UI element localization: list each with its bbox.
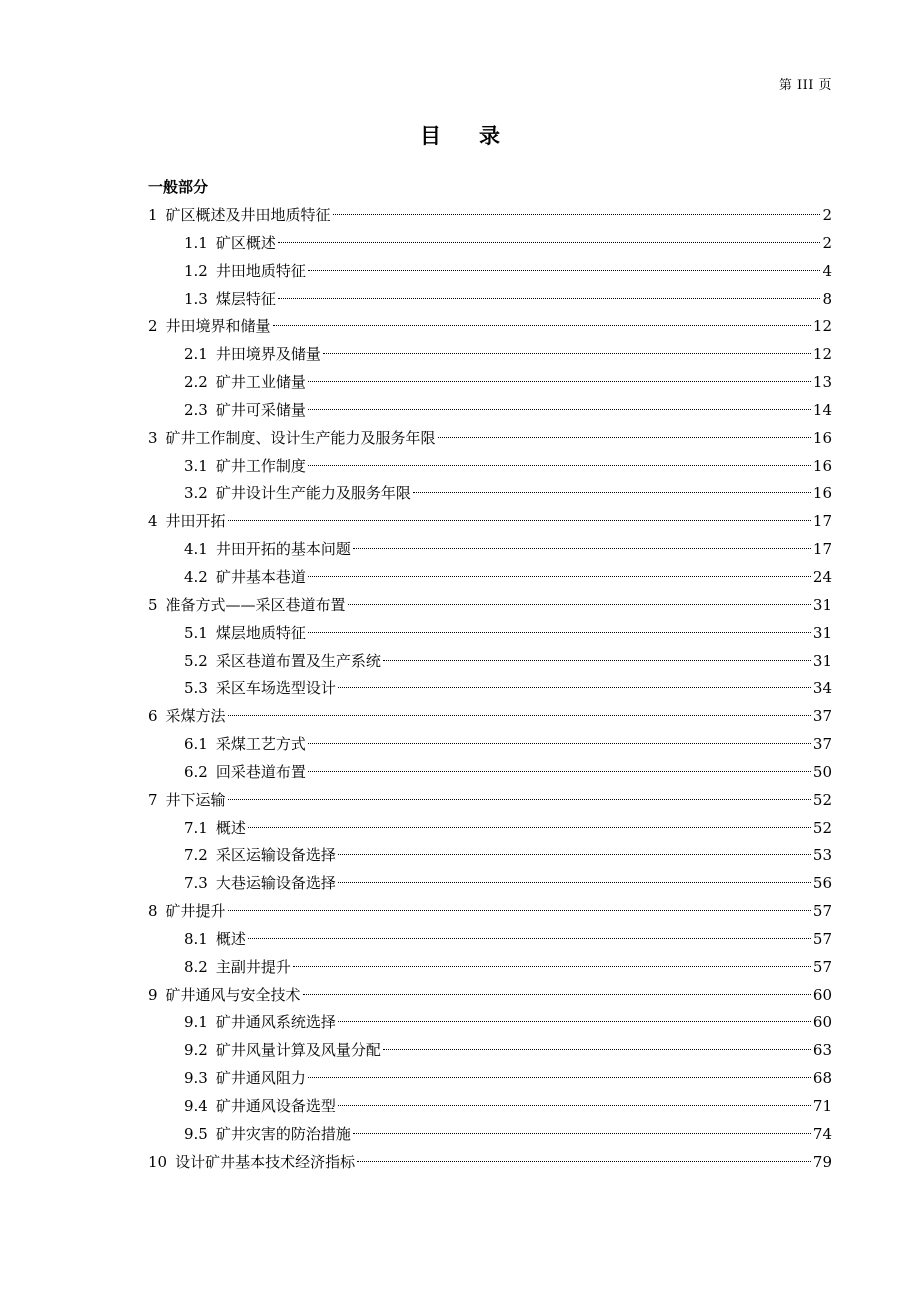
toc-entry-title: 矿井风量计算及风量分配 xyxy=(215,1041,381,1060)
dot-leader xyxy=(228,799,811,800)
toc-entry-number: 7.3 xyxy=(184,874,208,893)
toc-entry[interactable] xyxy=(148,759,832,787)
toc-entry[interactable] xyxy=(148,341,832,369)
toc-entry[interactable] xyxy=(148,508,832,536)
toc-entry-number: 4 xyxy=(148,512,158,531)
toc-entry-title: 矿井基本巷道 xyxy=(215,567,306,586)
toc-entry[interactable] xyxy=(148,453,832,481)
toc-entry[interactable] xyxy=(148,898,832,926)
toc-entry-page: 57 xyxy=(812,957,832,976)
toc-entry-number: 2 xyxy=(148,317,158,336)
dot-leader xyxy=(333,214,821,215)
toc-entry-page: 71 xyxy=(812,1097,832,1115)
toc-entry[interactable] xyxy=(148,1009,832,1037)
toc-entry-page: 53 xyxy=(812,846,832,865)
page-number: 第 III 页 xyxy=(778,78,832,93)
toc-entry-title: 概述 xyxy=(215,929,246,948)
dot-leader xyxy=(438,437,811,438)
toc-entry-number: 9.1 xyxy=(184,1013,208,1032)
toc-entry-title: 矿井通风阻力 xyxy=(215,1069,306,1088)
dot-leader xyxy=(303,994,811,995)
toc-entry-number: 2.2 xyxy=(184,373,208,392)
dot-leader xyxy=(248,827,811,828)
dot-leader xyxy=(308,409,811,410)
toc-entry-page: 57 xyxy=(812,929,832,948)
dot-leader xyxy=(273,325,811,326)
toc-entry-title: 煤层特征 xyxy=(215,289,276,308)
toc-entry-number: 5 xyxy=(148,595,158,614)
toc-entry-number: 3 xyxy=(148,428,158,447)
dot-leader xyxy=(228,520,811,521)
toc-entry[interactable] xyxy=(148,369,832,397)
toc-entry-number: 1 xyxy=(148,206,158,224)
dot-leader xyxy=(308,576,811,577)
toc-entry-number: 8.1 xyxy=(184,929,208,948)
toc-entry-page: 79 xyxy=(812,1152,832,1171)
toc-entry[interactable] xyxy=(148,982,832,1010)
dot-leader xyxy=(383,1049,811,1050)
toc-entry-title: 矿井通风设备选型 xyxy=(215,1097,336,1115)
toc-entry-number: 2.3 xyxy=(184,400,208,419)
toc-entry-page: 52 xyxy=(812,790,832,809)
toc-entry-title: 采煤方法 xyxy=(165,707,226,726)
toc-entry[interactable] xyxy=(148,1037,832,1065)
toc-entry-page: 14 xyxy=(812,400,832,419)
toc-entry-title: 矿井通风系统选择 xyxy=(215,1013,336,1032)
dot-leader xyxy=(308,1077,811,1078)
dot-leader xyxy=(323,353,811,354)
section-heading: 一般部分 xyxy=(148,178,209,196)
dot-leader xyxy=(338,882,811,883)
dot-leader xyxy=(308,632,811,633)
toc-entry-number: 8.2 xyxy=(184,957,208,976)
toc-entry-page: 12 xyxy=(812,317,832,336)
toc-entry-page: 52 xyxy=(812,818,832,837)
dot-leader xyxy=(383,660,811,661)
toc-entry-page: 31 xyxy=(812,651,832,670)
toc-entry-number: 1.1 xyxy=(184,233,208,252)
toc-entry-title: 井下运输 xyxy=(165,790,226,809)
toc-entry-title: 井田开拓的基本问题 xyxy=(215,540,351,559)
toc-entry[interactable] xyxy=(148,926,832,954)
dot-leader xyxy=(293,966,811,967)
toc-entry-number: 4.2 xyxy=(184,567,208,586)
toc-entry-number: 3.1 xyxy=(184,456,208,475)
toc-entry[interactable] xyxy=(148,536,832,564)
toc-entry-number: 7 xyxy=(148,790,158,809)
toc-entry-title: 井田境界及储量 xyxy=(215,345,321,364)
dot-leader xyxy=(308,743,811,744)
table-of-contents xyxy=(148,175,832,1177)
toc-entry-page: 17 xyxy=(812,540,832,559)
toc-entry[interactable] xyxy=(148,230,832,258)
toc-entry[interactable] xyxy=(148,815,832,843)
toc-entry-number: 3.2 xyxy=(184,484,208,503)
toc-entry-page: 34 xyxy=(812,679,832,698)
toc-entry-page: 31 xyxy=(812,623,832,642)
toc-entry-title: 采区巷道布置及生产系统 xyxy=(215,651,381,670)
dot-leader xyxy=(228,910,811,911)
toc-entry-title: 采区车场选型设计 xyxy=(215,679,336,698)
toc-entry[interactable] xyxy=(148,397,832,425)
toc-entry[interactable] xyxy=(148,675,832,703)
toc-entry[interactable] xyxy=(148,1093,832,1121)
toc-entry-title: 煤层地质特征 xyxy=(215,623,306,642)
toc-entry-number: 4.1 xyxy=(184,540,208,559)
toc-entry-title: 矿井灾害的防治措施 xyxy=(215,1124,351,1143)
toc-entry-title: 井田境界和储量 xyxy=(165,317,271,336)
toc-entry-page: 57 xyxy=(812,902,832,921)
toc-entry-number: 9.2 xyxy=(184,1041,208,1060)
toc-entry-title: 矿井工业储量 xyxy=(215,373,306,392)
toc-entry-page: 56 xyxy=(812,874,832,893)
toc-entry[interactable] xyxy=(148,870,832,898)
dot-leader xyxy=(278,242,821,243)
toc-entry-number: 9.4 xyxy=(184,1097,208,1115)
toc-entry-title: 主副井提升 xyxy=(215,957,291,976)
toc-entry-number: 5.3 xyxy=(184,679,208,698)
toc-entry-page: 16 xyxy=(812,484,832,503)
toc-entry[interactable] xyxy=(148,1065,832,1093)
dot-leader xyxy=(278,298,821,299)
toc-entry[interactable] xyxy=(148,313,832,341)
toc-entry-title: 矿井可采储量 xyxy=(215,400,306,419)
dot-leader xyxy=(353,1133,811,1134)
dot-leader xyxy=(308,771,811,772)
dot-leader xyxy=(338,854,811,855)
toc-entry-page: 50 xyxy=(812,762,832,781)
toc-entry-title: 设计矿井基本技术经济指标 xyxy=(175,1152,356,1171)
toc-entry-title: 矿区概述及井田地质特征 xyxy=(165,206,331,224)
toc-entry-page: 68 xyxy=(812,1069,832,1088)
toc-entry-page: 60 xyxy=(812,985,832,1004)
toc-entry[interactable] xyxy=(148,258,832,286)
dot-leader xyxy=(308,465,811,466)
toc-entry[interactable] xyxy=(148,286,832,314)
toc-entry[interactable] xyxy=(148,1121,832,1149)
dot-leader xyxy=(308,381,811,382)
toc-entry-page: 12 xyxy=(812,345,832,364)
dot-leader xyxy=(248,938,811,939)
toc-entry[interactable] xyxy=(148,954,832,982)
toc-entry-page: 24 xyxy=(812,567,832,586)
toc-entry-title: 概述 xyxy=(215,818,246,837)
toc-entry[interactable] xyxy=(148,425,832,453)
dot-leader xyxy=(228,715,811,716)
dot-leader xyxy=(338,687,811,688)
toc-entry-number: 2.1 xyxy=(184,345,208,364)
toc-entry-page: 4 xyxy=(822,261,832,280)
toc-entry-page: 31 xyxy=(812,595,832,614)
toc-entry-page: 37 xyxy=(812,735,832,754)
toc-entry-page: 13 xyxy=(812,373,832,392)
dot-leader xyxy=(338,1021,811,1022)
toc-entry-page: 2 xyxy=(822,206,832,224)
dot-leader xyxy=(353,548,811,549)
toc-entry-number: 7.1 xyxy=(184,818,208,837)
toc-entry-number: 6 xyxy=(148,707,158,726)
toc-entry[interactable] xyxy=(148,842,832,870)
dot-leader xyxy=(348,604,811,605)
toc-entry-page: 16 xyxy=(812,428,832,447)
toc-entry-number: 6.1 xyxy=(184,735,208,754)
toc-entry[interactable] xyxy=(148,564,832,592)
toc-entry-number: 10 xyxy=(148,1152,168,1171)
toc-entry-title: 大巷运输设备选择 xyxy=(215,874,336,893)
toc-entry-title: 采煤工艺方式 xyxy=(215,735,306,754)
toc-entry[interactable] xyxy=(148,703,832,731)
toc-entry-page: 63 xyxy=(812,1041,832,1060)
toc-entry-title: 矿区概述 xyxy=(215,233,276,252)
toc-entry-title: 回采巷道布置 xyxy=(215,762,306,781)
toc-entry-title: 采区运输设备选择 xyxy=(215,846,336,865)
toc-entry-number: 8 xyxy=(148,902,158,921)
toc-entry-page: 16 xyxy=(812,456,832,475)
toc-entry-number: 5.1 xyxy=(184,623,208,642)
toc-entry-number: 5.2 xyxy=(184,651,208,670)
toc-entry[interactable] xyxy=(148,202,832,230)
toc-entry-title: 矿井设计生产能力及服务年限 xyxy=(215,484,411,503)
dot-leader xyxy=(338,1105,811,1106)
toc-entry-number: 7.2 xyxy=(184,846,208,865)
toc-entry-number: 9.3 xyxy=(184,1069,208,1088)
toc-entry[interactable] xyxy=(148,648,832,676)
toc-entry-number: 9 xyxy=(148,985,158,1004)
toc-entry[interactable] xyxy=(148,787,832,815)
toc-entry-page: 8 xyxy=(822,289,832,308)
toc-entry-page: 74 xyxy=(812,1124,832,1143)
dot-leader xyxy=(413,492,811,493)
toc-entry[interactable] xyxy=(148,620,832,648)
toc-entry[interactable] xyxy=(148,592,832,620)
toc-entry-page: 17 xyxy=(812,512,832,531)
toc-entry[interactable] xyxy=(148,731,832,759)
toc-entry-title: 矿井工作制度 xyxy=(215,456,306,475)
toc-entry-number: 1.3 xyxy=(184,289,208,308)
dot-leader xyxy=(308,270,821,271)
toc-entry[interactable] xyxy=(148,480,832,508)
toc-entry-title: 准备方式——采区巷道布置 xyxy=(165,595,346,614)
toc-entry-page: 37 xyxy=(812,707,832,726)
toc-entry-title: 矿井工作制度、设计生产能力及服务年限 xyxy=(165,428,436,447)
dot-leader xyxy=(357,1161,811,1162)
toc-entry-page: 2 xyxy=(822,233,832,252)
toc-entry-title: 井田开拓 xyxy=(165,512,226,531)
toc-entry-title: 井田地质特征 xyxy=(215,261,306,280)
toc-list xyxy=(148,202,832,1177)
page-title: 目录 xyxy=(420,123,538,148)
toc-entry-title: 矿井通风与安全技术 xyxy=(165,985,301,1004)
toc-entry-title: 矿井提升 xyxy=(165,902,226,921)
toc-entry-number: 9.5 xyxy=(184,1124,208,1143)
toc-entry-number: 6.2 xyxy=(184,762,208,781)
toc-entry[interactable] xyxy=(148,1149,832,1177)
toc-entry-number: 1.2 xyxy=(184,261,208,280)
toc-entry-page: 60 xyxy=(812,1013,832,1032)
